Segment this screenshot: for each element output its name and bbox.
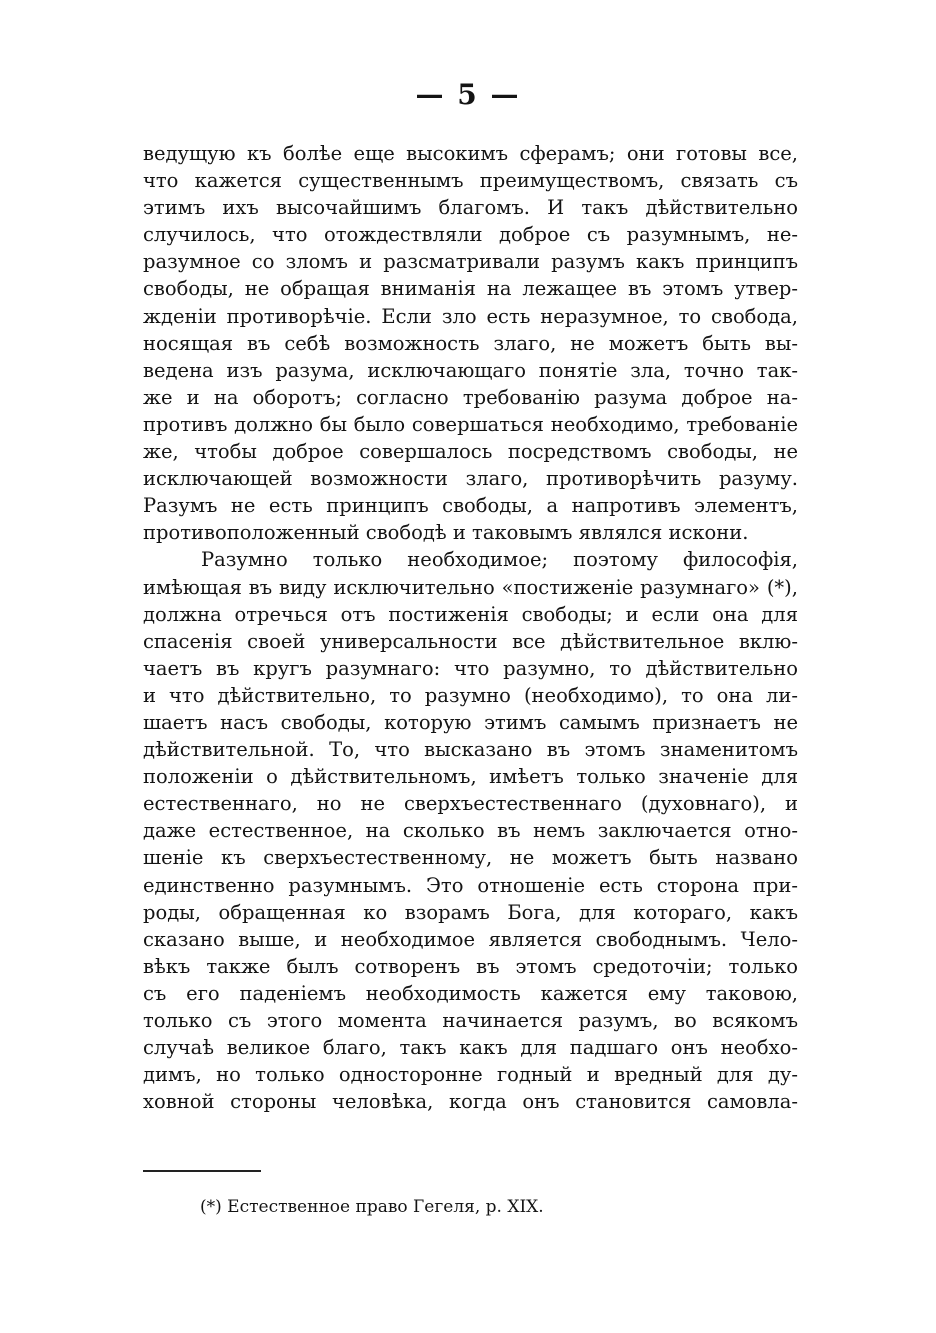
text-line: единственно разумнымъ. Это отношеніе есть сторона при- <box>143 873 798 897</box>
text-line: вѣкъ также былъ сотворенъ въ этомъ средоточіи; только <box>143 954 798 978</box>
text-line: естественнаго, но не сверхъестественнаго (духовнаго), и <box>143 792 798 816</box>
text-line: случаѣ великое благо, такъ какъ для падшаго онъ необхо- <box>143 1036 798 1060</box>
text-line: спасенія своей универсальности все дѣйствительное вклю- <box>143 629 798 653</box>
text-line: дѣйствительной. То, что высказано въ этомъ знаменитомъ <box>143 738 798 762</box>
text-line: что кажется существеннымъ преимуществомъ, связать съ <box>143 169 798 193</box>
text-line: разумное со зломъ и разсматривали разумъ какъ принципъ <box>143 250 798 274</box>
text-line: же, чтобы доброе совершалось посредствомъ свободы, не <box>143 440 798 464</box>
text-line: ховной стороны человѣка, когда онъ становится самовла- <box>143 1090 798 1114</box>
footnote: (*) Естественное право Гегеля, р. XIX. <box>200 1197 544 1217</box>
text-line: сказано выше, и необходимое является свободнымъ. Чело- <box>143 927 798 951</box>
text-line: противъ должно бы было совершаться необходимо, требованіе <box>143 412 798 436</box>
text-line: ведена изъ разума, исключающаго понятіе зла, точно так- <box>143 358 798 382</box>
text-line: положеніи о дѣйствительномъ, имѣетъ только значеніе для <box>143 765 798 789</box>
text-line: съ его паденіемъ необходимость кажется ему таковою, <box>143 981 798 1005</box>
footnote-divider <box>143 1170 261 1172</box>
text-line: случилось, что отождествляли доброе съ разумнымъ, не- <box>143 223 798 247</box>
text-line: свободы, не обращая вниманія на лежащее въ этомъ утвер- <box>143 277 798 301</box>
text-line: ведущую къ болѣе еще высокимъ сферамъ; они готовы все, <box>143 142 798 165</box>
text-line: противоположенный свободѣ и таковымъ являлся искони. <box>143 521 749 545</box>
text-line: даже естественное, на сколько въ немъ заключается отно- <box>143 819 798 843</box>
text-line: роды, обращенная ко взорамъ Бога, для котораго, какъ <box>143 900 798 924</box>
text-line: же и на оборотъ; согласно требованію разума доброе на- <box>143 385 798 409</box>
paragraph-2 <box>143 546 798 1115</box>
text-line: этимъ ихъ высочайшимъ благомъ. И такъ дѣйствительно <box>143 196 798 220</box>
text-line: только съ этого момента начинается разумъ, во всякомъ <box>143 1009 798 1032</box>
text-line: Разумъ не есть принципъ свободы, а напротивъ элементъ, <box>143 494 798 518</box>
text-line: шеніе къ сверхъестественному, не можетъ быть названо <box>143 846 798 870</box>
text-line: носящая въ себѣ возможность злаго, не можетъ быть вы- <box>143 331 798 355</box>
page-number: — 5 — <box>415 78 521 111</box>
text-line: и что дѣйствительно, то разумно (необходимо), то она ли- <box>143 683 798 707</box>
text-line: димъ, но только односторонне годный и вредный для ду- <box>143 1063 798 1087</box>
paragraph-1 <box>143 140 798 546</box>
text-line: имѣющая въ виду исключительно «постиженіе разумнаго» (*), <box>143 575 798 599</box>
text-line: чаетъ въ кругъ разумнаго: что разумно, то дѣйствительно <box>143 656 798 680</box>
text-line: исключающей возможности злаго, противорѣчить разуму. <box>143 467 798 491</box>
text-line: шаетъ насъ свободы, которую этимъ самымъ признаетъ не <box>143 710 798 734</box>
text-line: жденіи противорѣчіе. Если зло есть неразумное, то свобода, <box>143 304 798 328</box>
text-line: должна отречься отъ постиженія свободы; и если она для <box>143 602 798 626</box>
body-text <box>143 140 798 1115</box>
text-line: Разумно только необходимое; поэтому философія, <box>201 548 798 572</box>
